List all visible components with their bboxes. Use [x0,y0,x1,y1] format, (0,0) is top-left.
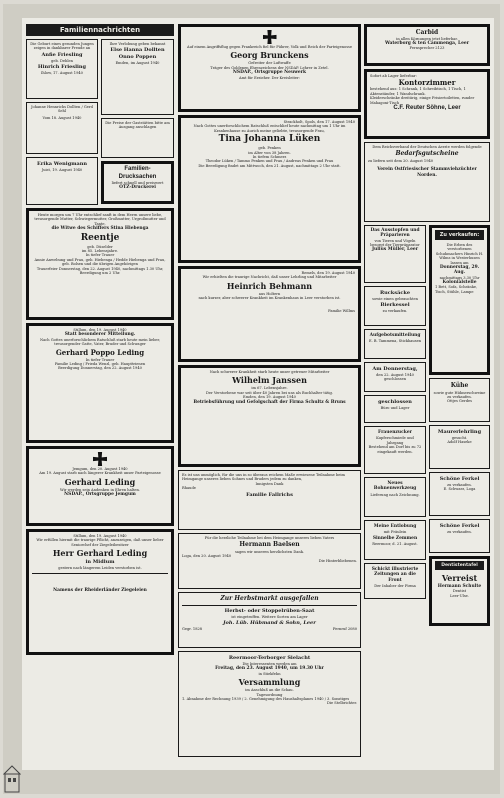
parent-name: Hinrich Friesling [37,64,87,71]
parent-name: Anfie Friesling [41,51,83,58]
office-furniture-ad: Sofort ab Lager lieferbar: Kontorzimmer bestehend aus: 1 Schrank, 1 Schreibtisch, 1 Tisch, 1 Aktenständer, 1 Wandschrank. Kleiderschränke dreitürig, einige Frisiertoiletten, runder Mahagoni-Tisch C.F. Reuter Söhne, Leer [364,69,490,139]
price-notice: Die Preise der Gaststätten bitte am Ausgang anschlagen [101,118,174,158]
closed-notice: Am Donnerstag, den 22. August 1940 geschlossen [364,362,426,392]
sugar-ad: Frauenzucker Kupferschmiede und Jahrgang Bestehend am Dorf bis zu 72 eingekauft werden. [364,426,426,474]
party-obituary-leding: Jemgum, den 20. August 1940 Am 19. August starb nach längerer Krankheit unser Parteigenosse Gerhard Leding Wir werden sein Andenken in Ehren halten. NSDAP., Ortsgruppe Jemgum [26,446,174,526]
iron-cross-icon [263,30,277,44]
birth-notice: Johanne Hennrichs Dollten / Gerd Sehl Vom 18. August 1940 [26,102,98,154]
closed-office-notice: geschlossen Büro und Lager [364,395,426,423]
notice-ad: Aufgebotsmitteilung E. B. Tammena, Stickhausen [364,329,426,359]
deceased-name: Georg Brunckens [230,50,309,61]
column-advertisements [364,24,490,629]
newspaper-front-notice: Schickt illustrierte Zeitungen an die Front Der Inhaber der Firma [364,563,426,599]
print-shop-ad: Familien- Drucksachen liefert schnell und preiswert OTZ-Druckerei [101,161,174,204]
obituary-reentje: Heute morgen um 7 Uhr entschlief sanft in dem Herrn unsere liebe, treusorgende Mutter, Schwiegermutter, Großmutter, Urgroßmutter und Tante, die Witwe des Schiffers Stina Hiebenga Reentje geb. Düselder im 85. Lebensjahre. In tiefer Trauer Annie Anwebung und Frau, geb. Hiebenga / Hedde Hiebenga und Frau, geb. Bolsen und die übrigen Angehörigen Trauerfeier Donnerstag, den 22. August 1940, nachmittags 1.30 Uhr, Beerdigung um 2 Uhr. [26,208,174,320]
thanks-fallrichs: Es ist uns unmöglich, für die uns in so überaus reichem Maße erwiesene Teilnahme beim Heimgange unseres lieben Sohnes und Bruders jedem zu danken, Innigsten Dank Rhaude Familie Fallrichs [178,470,361,530]
deceased-name: Reentje [80,232,120,243]
piglet-ad: Schöne Ferkel zu verkaufen. E. Schwarz, Loga [429,472,490,516]
cattle-ad: Kühe sowie gute Hühnerschweine zu verkaufen. Ottjes Gerdes [429,378,490,422]
cross-icon [93,452,107,466]
seed-ad: Zur Herbstmarkt ausgefallen Herbst- oder Stoppelrüben-Saat ist eingetroffen. Weitere Sorten am Lager Joh. Lüb. Hübmand & Sohn, Leer Gegr. 1828 Fernruf 2080 [178,592,361,648]
deceased-name: Gerhard Leding [64,476,136,487]
meeting-notice: Reermoor-Terborger Sielacht Die Interessenten werden am Freitag, den 23. August 1940, um 19.30 Uhr in Stiekfehn Versammlung im Anschluß an die Schau. Tagesordnung 1. Abnahme der Rechnung 1939 / 2. Genehmigung des Haushaltsplanes 1940 / 3. Sonstiges Die Stelbrichter. [178,651,361,757]
column-obituaries [178,24,361,760]
engagement-end-notice: Meine Entlobung mit Fräulein Sinnelbe Zemmen Reermoor, d. 21. August. [364,520,426,560]
dentist-notice: Dentistentafel Verreist Hermann Schulte Dentist Leer-Ulse. [429,556,490,626]
thanks-baelsen: Für die herzliche Teilnahme bei dem Heimgange unseres lieben Vaters Hermann Baelsen sagen wir unseren herzlichsten Dank. Loga, den 20. August 1940 Die Hinterbliebenen. [178,533,361,589]
obituary-brunckens: Auf einem Angriffsflug gegen Frankreich fiel für Führer, Volk und Reich der Parteigenosse Georg Brunckens Gefreiter der Luftwaffe Träger des Goldenen Ehrenzeichens der NSDAP. Lehrer in Zetel. NSDAP., Ortsgruppe Neuwerk Amt für Erzieher. Der Kreisleiter: [178,24,361,112]
auction-ad: Zu verkaufen: Die Erben des verstorbenen Schuhmachers Hinrich H. Wilms in Westerhusen lassen am Donnerstag, 29. Aug. nachmittags 3.30 Uhr Kolonialstelle 1 Bett, Sofa, Schränke, Tisch, Stühle, Lampe [429,225,490,375]
obituary-lueken: Strackholt, Spols, den 17. August 1940 Nach Gottes unerforschlichem Ratschluß entschlief heute nachmittag um 1 Uhr im Krankenhause zu Aurich meine geliebte, treusorgende Frau, Tina Johanna Lüken geb. Penken im Alter von 38 Jahren. In tiefem Schmerz Theodor Lüken / Tammo Penken und Frau / Andreas Penken und Frau Die Beerdigung findet am Mittwoch, den 21. August, nachmittags 2 Uhr statt. [178,115,361,263]
birth-notice: Erika Wenigmann Juist, 19. August 1940 [26,157,98,205]
taxidermy-ad: Das Ausstopfen und Präparieren von Tieren und Vögeln besorgt der Tierpräparator Julius Müller, Leer [364,225,426,283]
obituary-janssen: Nach schwerer Krankheit starb heute unser getreuer Mitarbeiter Wilhelm Janssen im 67. Lebensjahre. Der Verstorbene war seit über 40 Jahren bei uns als Buchhalter tätig. Emden, den 19. August 1940 Betriebsführung und Gefolgschaft der Firma Schultz & Bruns [178,365,361,467]
deceased-name: Gerhard Poppo Leding [55,347,145,357]
company-obituary-leding: Stillum, den 19. August 1940 Wir erfüllen hiermit die traurige Pflicht, anzuzeigen, daß unser lieber Seniorchef der Ziegeleibesitzer Herr Gerhard Leding in Midlum gestern nach längerem Leiden verstorben ist. Namens der Rheiderländer Ziegeleien [26,529,174,655]
apprentice-ad: Maurerlehrling gesucht. Adolf Haseke [429,425,490,469]
rucksack-ad: Rucksäcke sowie einen gebrauchten Bierkessel zu verkaufen. [364,286,426,326]
obituary-poppo-leding: Stillum, den 19. August 1940 Statt besonderer Mitteilung. Nach Gottes unerforschlichem Ratschluß starb heute mein lieber, treusorgender Gatte, Vater, Bruder und Schwager Gerhard Poppo Leding In tiefer Trauer Familie Leding / Frieda Wenzl, geb. Haupttrienen Beerdigung Donnerstag, den 22. August 1940 [26,323,174,443]
deceased-name: Tina Johanna Lüken [218,134,321,145]
engagement-notice: Ihre Verlobung geben bekannt Else Hanna Dollten Onno Poppen Emden, im August 1940 [101,39,174,115]
newspaper-sheet [3,4,500,794]
deceased-name: Wilhelm Janssen [232,375,307,386]
piglet-ad-2: Schöne Ferkel zu verkaufen. [429,519,490,553]
library-stamp-icon [3,760,21,794]
newspaper-page [22,18,494,770]
carbid-ad: Carbid in allen Körnungen jetzt lieferbar. Waterborg & ten Cammenga, Leer Fernsprecher 2123 [364,24,490,66]
birth-notice: Die Geburt eines gesunden Jungen zeigen in dankbarer Freude an Anfie Friesling geb. Dehlen Hinrich Friesling Ihlow, 17. August 1940 [26,39,98,99]
tool-ad: Neues Bohnenwerkzeug Lieferung nach Zeichnung. [364,477,426,517]
column-family-notices [26,24,174,658]
section-header: Familiennachrichten [26,24,174,36]
obituary-behmann: Remels, den 19. August 1940 Wir erhielten die traurige Nachricht, daß unser Lehrling und Mitarbeiter Heinrich Behmann aus Holtern nach kurzer, aber schwerer Krankheit im Krankenhaus in Leer verstorben ist. Familie Willms [178,266,361,362]
deceased-name: Heinrich Behmann [226,280,313,291]
voucher-notice: Dem Reichsverband der Deutschen Aerzte werden folgende Bedarfsgutscheine zu liefern seit dem 20. August 1940 Verein Ostfriesischer Stammviehzüchter Norden. [364,142,490,222]
deceased-name: Herr Gerhard Leding [52,548,148,559]
